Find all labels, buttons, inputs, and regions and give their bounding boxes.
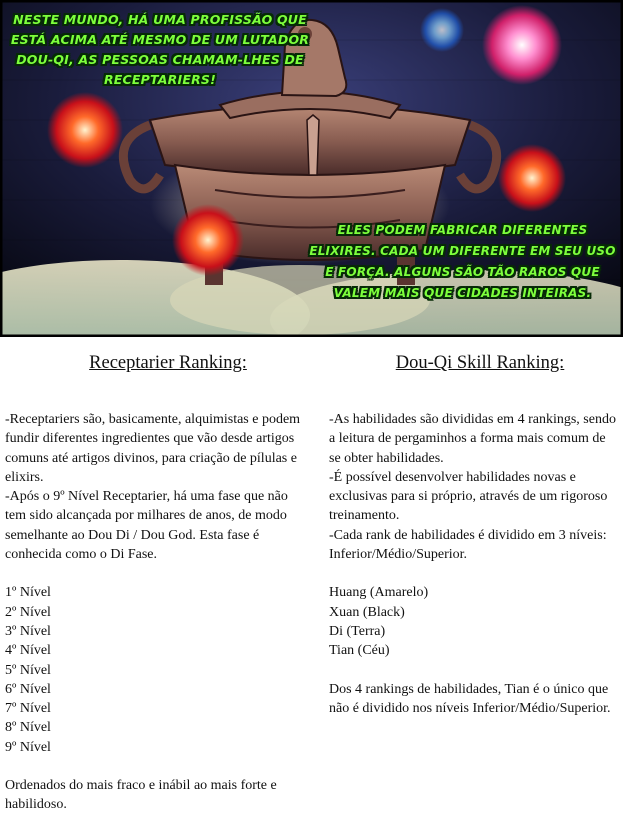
receptarier-ranking-section — [5, 350, 305, 815]
receptarier-ranking-title: Receptarier Ranking: — [89, 353, 247, 373]
skill-ranking-title: Dou-Qi Skill Ranking: — [395, 353, 565, 373]
rank-item: Huang (Amarelo) — [329, 585, 429, 601]
level-list — [5, 583, 305, 757]
rank-item: Xuan (Black) — [329, 604, 405, 620]
caption-top: NESTE MUNDO, HÁ UMA PROFISSÃO QUE ESTÁ ACIMA ATÉ MESMO DE UM LUTADOR DOU-QI, AS PESSOAS CHAMAM-LHES DE RECEPTARIERS! — [10, 12, 310, 87]
skill-levels-text: -Cada rank de habilidades é dividido em 3 níveis: Inferior/Médio/Superior. — [329, 527, 607, 563]
level-item: 2º Nível — [5, 604, 51, 620]
rank-item: Tian (Céu) — [329, 643, 390, 659]
level-ordering-note: Ordenados do mais fraco e inábil ao mais forte e habilidoso. — [5, 778, 277, 813]
caption-bottom: ELES PODEM FABRICAR DIFERENTES ELIXIRES. CADA UM DIFERENTE EM SEU USO E FORÇA. ALGUNS SÃO TÃO RAROS QUE VALEM MAIS QUE CIDADES INTEIRAS. — [309, 223, 616, 300]
level-item: 9º Nível — [5, 739, 51, 755]
rank-item: Di (Terra) — [329, 623, 386, 639]
level-item: 8º Nível — [5, 720, 51, 736]
level-item: 1º Nível — [5, 585, 51, 601]
rank-list — [329, 583, 619, 660]
tian-note: Dos 4 rankings de habilidades, Tian é o único que não é dividido nos níveis Inferior/Médio/Superior. — [329, 681, 611, 716]
level-item: 4º Nível — [5, 643, 51, 659]
level-item: 3º Nível — [5, 623, 51, 639]
level-item: 5º Nível — [5, 662, 51, 678]
skill-ranking-section — [329, 350, 619, 718]
receptarier-description: -Receptariers são, basicamente, alquimistas e podem fundir diferentes ingredientes que vão desde artigos comuns até artigos divinos, para criação de pílulas e elixirs. — [5, 412, 301, 485]
di-fase-description: -Após o 9º Nível Receptarier, há uma fase que não tem sido alcançada por milhares de anos, de modo semelhante ao Dou Di / Dou God. Esta fase é conhecida como o Di Fase. — [5, 489, 288, 563]
level-item: 6º Nível — [5, 681, 51, 697]
comic-panel — [0, 0, 623, 337]
level-item: 7º Nível — [5, 701, 51, 717]
skill-development-text: -É possível desenvolver habilidades novas e exclusivas para si próprio, através de um rigoroso treinamento. — [329, 469, 608, 524]
skill-division-text: -As habilidades são divididas em 4 rankings, sendo a leitura de pergaminhos a forma mais comum de se obter habilidades. — [329, 412, 616, 466]
